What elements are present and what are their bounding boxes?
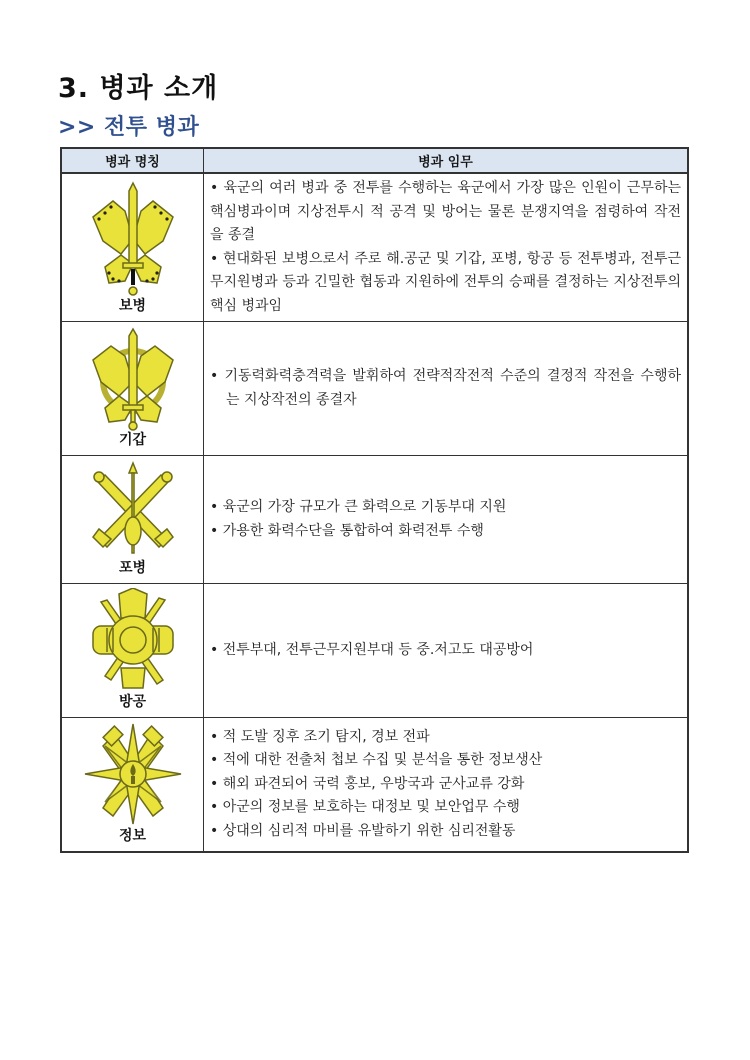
duty-item: • 현대화된 보병으로서 주로 해.공군 및 기갑, 포병, 항공 등 전투병과, 전투근무지원병과 등과 긴밀한 협동과 지원하에 전투의 승패를 결정하는 지상전투의 핵심 병과임: [210, 250, 681, 314]
table-header-row: [61, 148, 688, 173]
table-row: [61, 584, 688, 718]
armor-emblem-icon: [83, 326, 183, 431]
page-title: 3. 병과 소개: [58, 73, 219, 104]
branch-name: 정보: [118, 827, 147, 844]
branch-name-cell: [61, 584, 204, 718]
duty-item: • 상대의 심리적 마비를 유발하기 위한 심리전활동: [210, 822, 516, 839]
duty-item: • 육군의 여러 병과 중 전투를 수행하는 육군에서 가장 많은 인원이 근무하는 핵심병과이며 지상전투시 적 공격 및 방어는 물론 분쟁지역을 점령하여 작전을 종결: [210, 180, 681, 243]
duty-item: • 기동력화력충격력을 발휘하여 전략적작전적 수준의 결정적 작전을 수행하는 지상작전의 종결자: [210, 368, 681, 408]
duty-item: • 적에 대한 전출처 첩보 수집 및 분석을 통한 정보생산: [210, 752, 543, 768]
duty-item: • 전투부대, 전투근무지원부대 등 중.저고도 대공방어: [210, 641, 534, 658]
branch-name-cell: [61, 718, 204, 852]
branch-name-cell: [61, 456, 204, 584]
branch-name-cell: [61, 173, 204, 322]
section-title: >> 전투 병과: [58, 115, 200, 140]
branch-name-cell: [61, 322, 204, 456]
header-branch-duty: 병과 임무: [204, 148, 689, 173]
branch-name: 기갑: [118, 432, 147, 448]
duty-item: • 가용한 화력수단을 통합하여 화력전투 수행: [210, 522, 484, 539]
branch-name: 방공: [118, 694, 147, 710]
branch-duty-cell: [204, 584, 689, 718]
intelligence-emblem-icon: [83, 722, 183, 827]
air-defense-emblem-icon: [83, 588, 183, 693]
branch-duty-cell: [204, 718, 689, 852]
branch-duty-cell: [204, 322, 689, 456]
artillery-emblem-icon: [83, 459, 183, 559]
table-row: [61, 322, 688, 456]
branch-name: 보병: [118, 298, 147, 314]
duty-item: • 육군의 가장 규모가 큰 화력으로 기동부대 지원: [210, 499, 507, 515]
table-row: [61, 173, 688, 322]
duty-item: • 적 도발 징후 조기 탐지, 경보 전파: [210, 728, 430, 745]
infantry-emblem-icon: [83, 179, 183, 297]
header-branch-name: 병과 명칭: [61, 148, 204, 173]
duty-item: • 아군의 정보를 보호하는 대정보 및 보안업무 수행: [210, 799, 520, 815]
branch-table: [60, 147, 689, 853]
branch-duty-cell: [204, 456, 689, 584]
table-row: [61, 456, 688, 584]
branch-duty-cell: [204, 173, 689, 322]
table-row: [61, 718, 688, 852]
branch-name: 포병: [118, 560, 147, 576]
duty-item: • 해외 파견되어 국력 홍보, 우방국과 군사교류 강화: [210, 775, 525, 792]
